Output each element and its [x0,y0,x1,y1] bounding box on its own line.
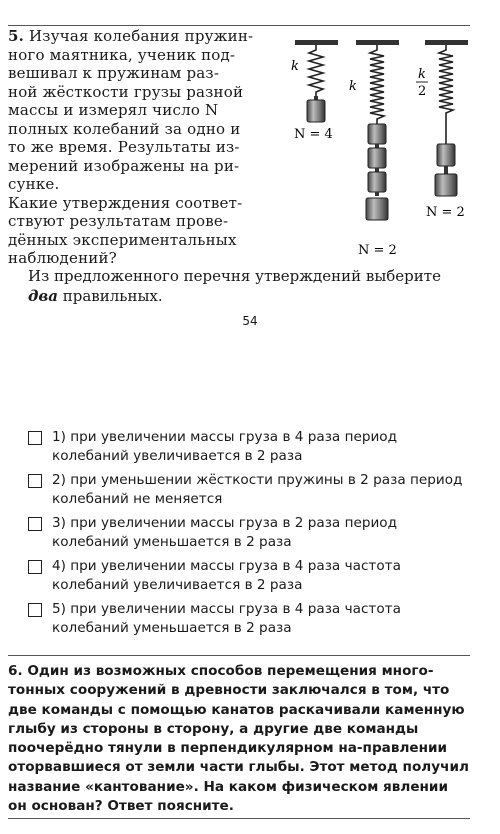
divider [8,655,470,656]
option-1[interactable] [28,428,470,466]
weight-2a-hook [375,144,379,148]
option-text: 3) при увеличении массы груза в 2 раза период колебаний уменьшается в 2 раза [52,515,398,550]
question-6-number: 6. [8,663,23,679]
option-3[interactable] [28,514,470,552]
checkbox[interactable] [28,517,42,531]
q5-line: то же время. Результаты из- [8,138,240,156]
weight-3a-hook [444,166,448,174]
q5-line: сунке. [8,175,60,193]
question-6-body: Один из возможных способов перемещения много-тонных сооружений в древности заключался в том, что две команды с помощью канатов раскачивали каменную глыбу из стороны в сторону, а другие две команды поочерёдно тянули в перпендикулярном на-правлении оторвавшиеся от земли части глыбы. Этот метод получил название «кантование». На каком физическом явлении он основан? Ответ поясните. [8,663,469,815]
page-number: 54 [242,314,258,328]
q5-line: ной жёсткости грузы разной [8,82,244,101]
ceiling-mount-3 [425,40,468,45]
bottom-rule [8,818,470,819]
q5-line: ного маятника, ученик под- [8,45,236,64]
checkbox[interactable] [28,560,42,574]
ceiling-mount-2 [356,40,399,45]
weight-2d [366,198,388,220]
weight-1-hook [314,96,318,100]
spring-3 [439,45,453,120]
spring-3-label-num: k [418,67,426,82]
weight-2a [368,124,386,144]
spring-3-label-den: 2 [418,84,427,99]
weight-2b [368,148,386,168]
checkbox[interactable] [28,474,42,488]
q5-line: дённых экспериментальных [8,230,237,249]
weight-2c [368,172,386,192]
checkbox[interactable] [28,431,42,445]
option-text: 5) при увеличении массы груза в 4 раза частота колебаний уменьшается в 2 раза [52,601,401,636]
weight-3a [437,144,455,166]
spring-1-label: k [291,59,299,74]
weight-2b-hook [375,168,379,172]
q5-line: наблюдений? [8,249,117,267]
q5-line: ствуют результатам прове- [8,212,229,230]
weight-3b [435,174,457,196]
instruction-bold: два [28,287,58,305]
count-label-3: N = 2 [426,205,465,220]
question-5-text [8,27,278,268]
q5-line: Какие утверждения соответ- [8,193,243,212]
count-label-2: N = 2 [358,243,397,258]
q5-line: мерений изображены на ри- [8,156,240,175]
weight-2c-hook [375,192,379,196]
checkbox[interactable] [28,603,42,617]
spring-2 [370,45,384,124]
q5-line: массы и измерял число N [8,101,219,119]
option-text: 1) при увеличении массы груза в 4 раза период колебаний увеличивается в 2 раза [52,429,398,464]
option-5[interactable] [28,600,470,638]
option-4[interactable] [28,557,470,595]
instruction-prefix: Из предложенного перечня утверждений выберите [28,267,441,285]
q5-line: полных колебаний за одно и [8,119,241,138]
spring-1 [309,45,323,98]
instruction-suffix: правильных. [58,287,163,305]
instruction [28,266,473,306]
pendulum-figure [280,34,480,262]
ceiling-mount-1 [295,40,338,45]
top-rule [8,25,470,26]
spring-2-label: k [349,79,357,94]
option-text: 4) при увеличении массы груза в 4 раза частота колебаний увеличивается в 2 раза [52,558,401,593]
count-label-1: N = 4 [294,127,333,142]
option-2[interactable] [28,471,470,509]
question-5-number: 5. [8,27,25,45]
weight-1 [307,100,325,122]
option-text: 2) при уменьшении жёсткости пружины в 2 раза период колебаний не меняется [52,472,463,507]
question-6-text [8,662,470,816]
q5-line: Изучая колебания пружин- [29,27,254,45]
answer-options [28,428,470,643]
q5-line: вешивал к пружинам раз- [8,64,220,82]
